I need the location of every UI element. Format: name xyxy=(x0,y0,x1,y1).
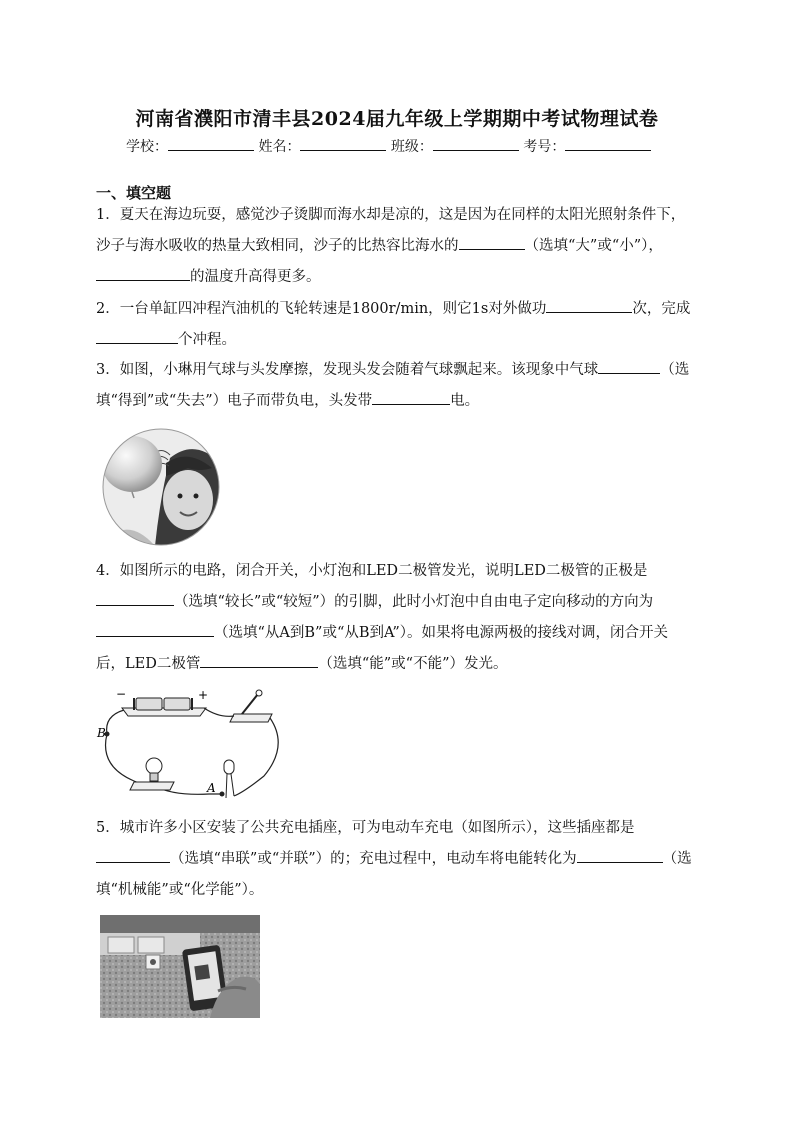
charging-socket-photo xyxy=(100,915,260,1018)
q2-blank-1[interactable] xyxy=(546,297,632,313)
class-label: 班级： xyxy=(390,139,433,155)
exam-title: 河南省濮阳市清丰县2024届九年级上学期期中考试物理试卷 xyxy=(135,108,659,130)
question-3 xyxy=(96,355,696,417)
switch-icon xyxy=(230,690,272,722)
q2-text-c: 个冲程。 xyxy=(178,332,236,348)
point-a-label: A xyxy=(207,781,216,795)
q1-text-c: 的温度升高得更多。 xyxy=(190,269,321,285)
q4-blank-2[interactable] xyxy=(96,621,214,637)
q1-text-a: 1．夏天在海边玩耍，感觉沙子烫脚而海水却是凉的，这是因为在同样的太阳光照射条件下，沙子与海水吸收的热量大致相同，沙子的比热容比海水的 xyxy=(96,207,686,254)
question-1 xyxy=(96,200,696,293)
minus-terminal-label: − xyxy=(116,687,127,701)
q4-text-a: 4．如图所示的电路，闭合开关，小灯泡和LED二极管发光，说明LED二极管的正极是 xyxy=(96,563,648,579)
class-blank[interactable] xyxy=(433,136,519,151)
battery-icon xyxy=(122,698,206,716)
name-label: 姓名： xyxy=(258,139,301,155)
q2-blank-2[interactable] xyxy=(96,328,178,344)
school-label: 学校： xyxy=(126,139,168,155)
q5-text-c: （选填“机械能”或“化学能”）。 xyxy=(96,851,692,898)
q5-blank-2[interactable] xyxy=(577,847,623,863)
q4-blank-1[interactable] xyxy=(96,590,174,606)
question-4 xyxy=(96,556,696,680)
point-b-label: B xyxy=(97,726,106,740)
q3-blank-2[interactable] xyxy=(372,389,450,405)
q5-blank-2b[interactable] xyxy=(623,847,663,863)
q3-text-c: 电。 xyxy=(450,393,480,409)
number-blank[interactable] xyxy=(565,136,651,151)
q4-blank-3[interactable] xyxy=(200,652,318,668)
q1-text-b: （选填“大”或“小”）， xyxy=(524,238,663,254)
q3-text-b: （选填“得到”或“失去”）电子而带负电，头发带 xyxy=(96,362,690,409)
q3-blank-1[interactable] xyxy=(598,358,660,374)
q2-text-b: 次，完成 xyxy=(632,301,691,317)
q3-text-a: 3．如图，小琳用气球与头发摩擦，发现头发会随着气球飘起来。该现象中气球 xyxy=(96,362,599,378)
led-icon xyxy=(224,760,234,798)
q4-text-b: （选填“较长”或“较短”）的引脚，此时小灯泡中自由电子定向移动的方向为 xyxy=(174,594,654,610)
q1-blank-2[interactable] xyxy=(96,265,190,281)
circuit-diagram xyxy=(94,686,290,806)
school-blank[interactable] xyxy=(168,136,254,151)
number-label: 考号： xyxy=(523,139,566,155)
q5-text-b: （选填“串联”或“并联”）的；充电过程中，电动车将电能转化为 xyxy=(170,851,577,867)
q4-text-c: （选填“从A到B”或“从B到A”）。如果将电源两极的接线对调，闭合开关后，LED二极管 xyxy=(96,625,669,672)
q5-blank-1[interactable] xyxy=(96,847,170,863)
bulb-icon xyxy=(130,758,174,790)
student-info xyxy=(126,136,651,156)
section-heading: 一、填空题 xyxy=(96,184,172,202)
q2-text-a: 2．一台单缸四冲程汽油机的飞轮转速是1800r/min，则它1s对外做功 xyxy=(96,301,547,317)
name-blank[interactable] xyxy=(300,136,386,151)
q5-text-a: 5．城市许多小区安装了公共充电插座，可为电动车充电（如图所示），这些插座都是 xyxy=(96,820,635,836)
plus-terminal-label: + xyxy=(198,688,209,702)
question-2 xyxy=(96,294,696,356)
balloon-hair-photo xyxy=(100,428,222,546)
q4-text-d: （选填“能”或“不能”）发光。 xyxy=(318,656,508,672)
question-5 xyxy=(96,813,696,906)
q1-blank-1[interactable] xyxy=(459,234,525,250)
